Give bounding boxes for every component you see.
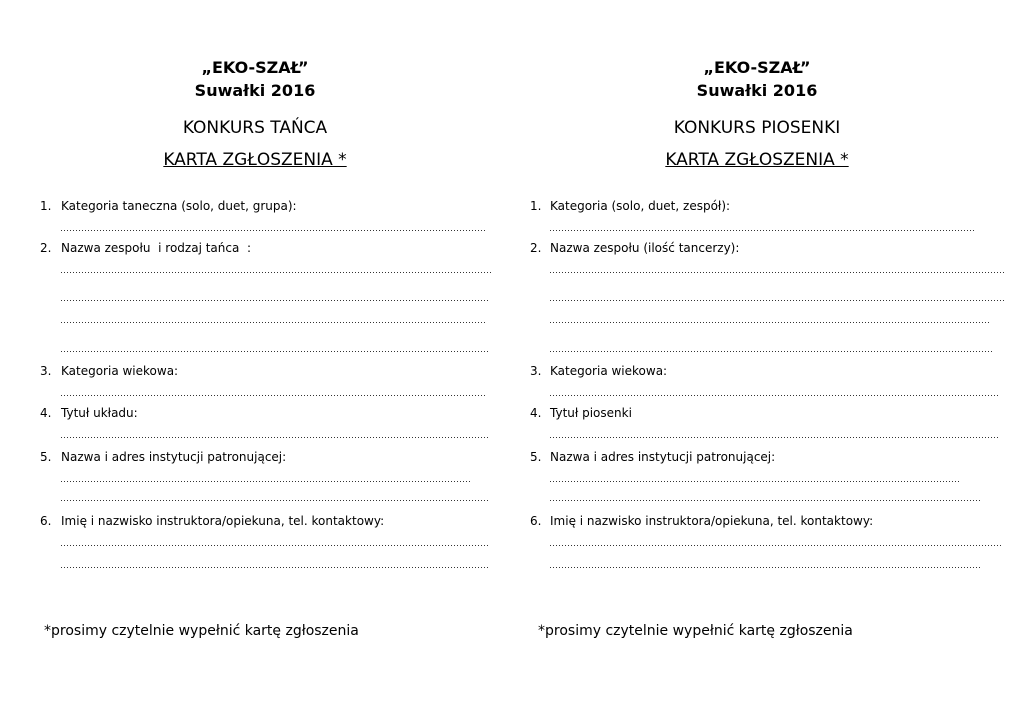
item-label: Kategoria wiekowa: (550, 364, 668, 378)
form-title: KARTA ZGŁOSZENIA * (163, 150, 347, 170)
item-number: 4. (530, 406, 542, 420)
event-title: „EKO-SZAŁ” (201, 58, 309, 77)
fill-line (61, 230, 485, 231)
item-number: 2. (530, 241, 542, 255)
item-number: 4. (40, 406, 52, 420)
fill-line (550, 545, 1002, 546)
fill-line (550, 300, 1005, 301)
item-label: Imię i nazwisko instruktora/opiekuna, tel. kontaktowy: (550, 514, 874, 528)
fill-line (61, 272, 492, 273)
contest-name: KONKURS TAŃCA (182, 118, 328, 138)
fill-line (550, 322, 990, 323)
fill-line (61, 567, 490, 568)
fill-line (61, 300, 490, 301)
event-title: „EKO-SZAŁ” (703, 58, 811, 77)
item-number: 3. (40, 364, 52, 378)
item-label: Kategoria wiekowa: (61, 364, 179, 378)
form-title: KARTA ZGŁOSZENIA * (665, 150, 849, 170)
item-label: Tytuł piosenki (550, 406, 632, 420)
item-number: 1. (530, 199, 542, 213)
fill-line (550, 500, 980, 501)
song-contest-form (490, 0, 1024, 725)
fill-line (550, 395, 1000, 396)
fill-line (61, 395, 485, 396)
item-label: Imię i nazwisko instruktora/opiekuna, tel. kontaktowy: (61, 514, 385, 528)
item-label: Nazwa zespołu i rodzaj tańca : (61, 241, 252, 255)
fill-line (61, 545, 490, 546)
item-label: Tytuł układu: (61, 406, 138, 420)
item-number: 1. (40, 199, 52, 213)
fill-line (61, 481, 470, 482)
event-place-year: Suwałki 2016 (194, 81, 316, 100)
item-label: Kategoria taneczna (solo, duet, grupa): (61, 199, 297, 213)
fill-line (550, 230, 975, 231)
contest-name: KONKURS PIOSENKI (673, 118, 841, 138)
item-number: 5. (40, 450, 52, 464)
item-number: 6. (530, 514, 542, 528)
item-label: Kategoria (solo, duet, zespół): (550, 199, 731, 213)
item-number: 6. (40, 514, 52, 528)
event-place-year: Suwałki 2016 (696, 81, 818, 100)
fill-line (61, 437, 490, 438)
fill-line (61, 500, 490, 501)
item-label: Nazwa i adres instytucji patronującej: (550, 450, 776, 464)
fill-line (61, 322, 487, 323)
fill-line (61, 351, 490, 352)
fill-line (550, 351, 993, 352)
fill-line (550, 481, 960, 482)
footnote: *prosimy czytelnie wypełnić kartę zgłoszenia (538, 623, 853, 639)
item-number: 3. (530, 364, 542, 378)
fill-line (550, 567, 980, 568)
footnote: *prosimy czytelnie wypełnić kartę zgłoszenia (44, 623, 359, 639)
item-label: Nazwa i adres instytucji patronującej: (61, 450, 287, 464)
item-label: Nazwa zespołu (ilość tancerzy): (550, 241, 740, 255)
fill-line (550, 272, 1005, 273)
item-number: 5. (530, 450, 542, 464)
fill-line (550, 437, 1000, 438)
item-number: 2. (40, 241, 52, 255)
